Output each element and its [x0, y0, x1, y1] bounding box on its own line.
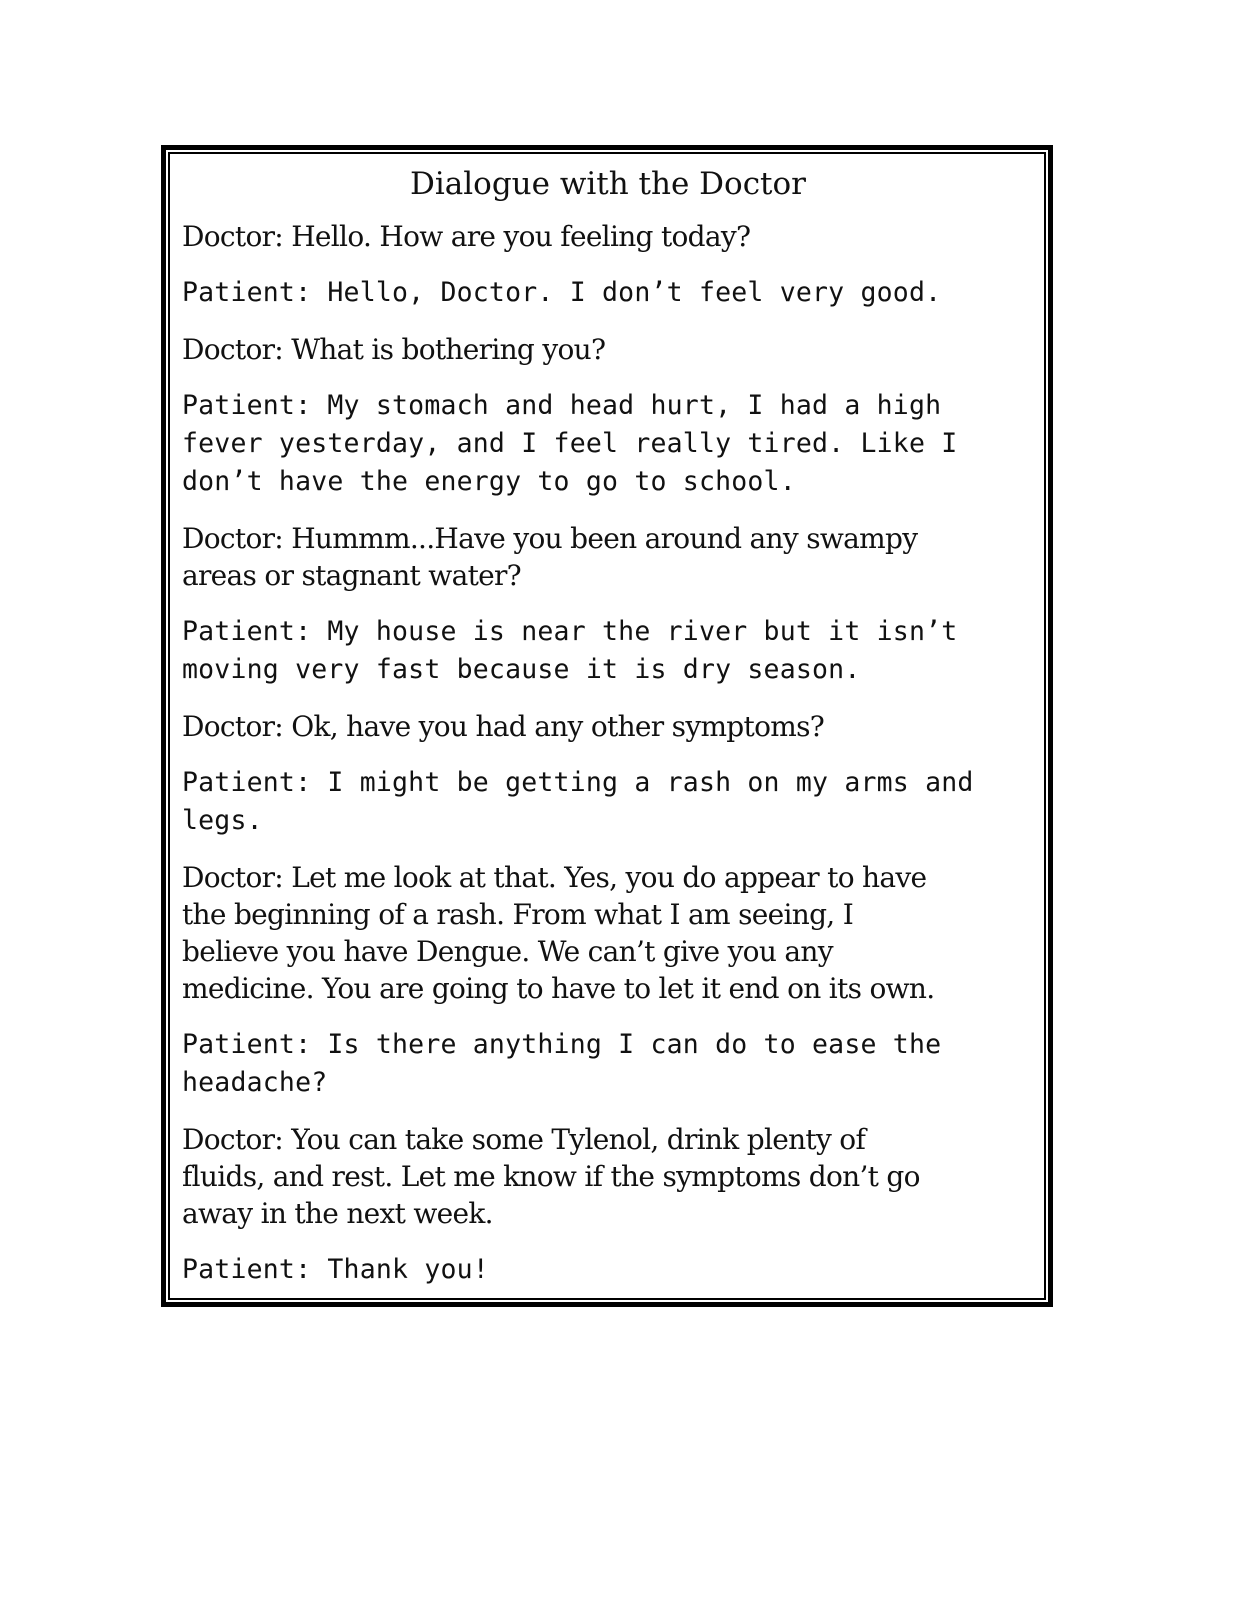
patient-line: Patient: I might be getting a rash on my arms and legs. — [182, 767, 974, 836]
doctor-line: Doctor: Ok, have you had any other symptoms? — [182, 710, 825, 743]
patient-line: Patient: Hello, Doctor. I don’t feel very good. — [182, 277, 942, 308]
doctor-line: Doctor: You can take some Tylenol, drink plenty of fluids, and rest. Let me know if the symptoms don’t go away in the next week. — [182, 1123, 920, 1230]
page-title: Dialogue with the Doctor — [409, 166, 806, 202]
patient-line: Patient: Thank you! — [182, 1254, 489, 1285]
doctor-line: Doctor: What is bothering you? — [182, 333, 606, 366]
patient-line: Patient: Is there anything I can do to ease the headache? — [182, 1029, 942, 1098]
dialogue-frame — [161, 145, 1053, 1307]
doctor-line: Doctor: Hummm...Have you been around any swampy areas or stagnant water? — [182, 522, 918, 592]
patient-line: Patient: My stomach and head hurt, I had a high fever yesterday, and I feel really tired. Like I don’t have the energy to go to school. — [182, 390, 958, 497]
doctor-line: Doctor: Let me look at that. Yes, you do appear to have the beginning of a rash. From what I am seeing, I believe you have Dengue. We can’t give you any medicine. You are going to have to let it end on its own. — [182, 861, 935, 1005]
dialogue-content — [182, 162, 1034, 1298]
patient-line: Patient: My house is near the river but it isn’t moving very fast because it is dry season. — [182, 616, 958, 685]
doctor-line: Doctor: Hello. How are you feeling today? — [182, 220, 751, 253]
dialogue-inner-border — [168, 152, 1046, 1300]
